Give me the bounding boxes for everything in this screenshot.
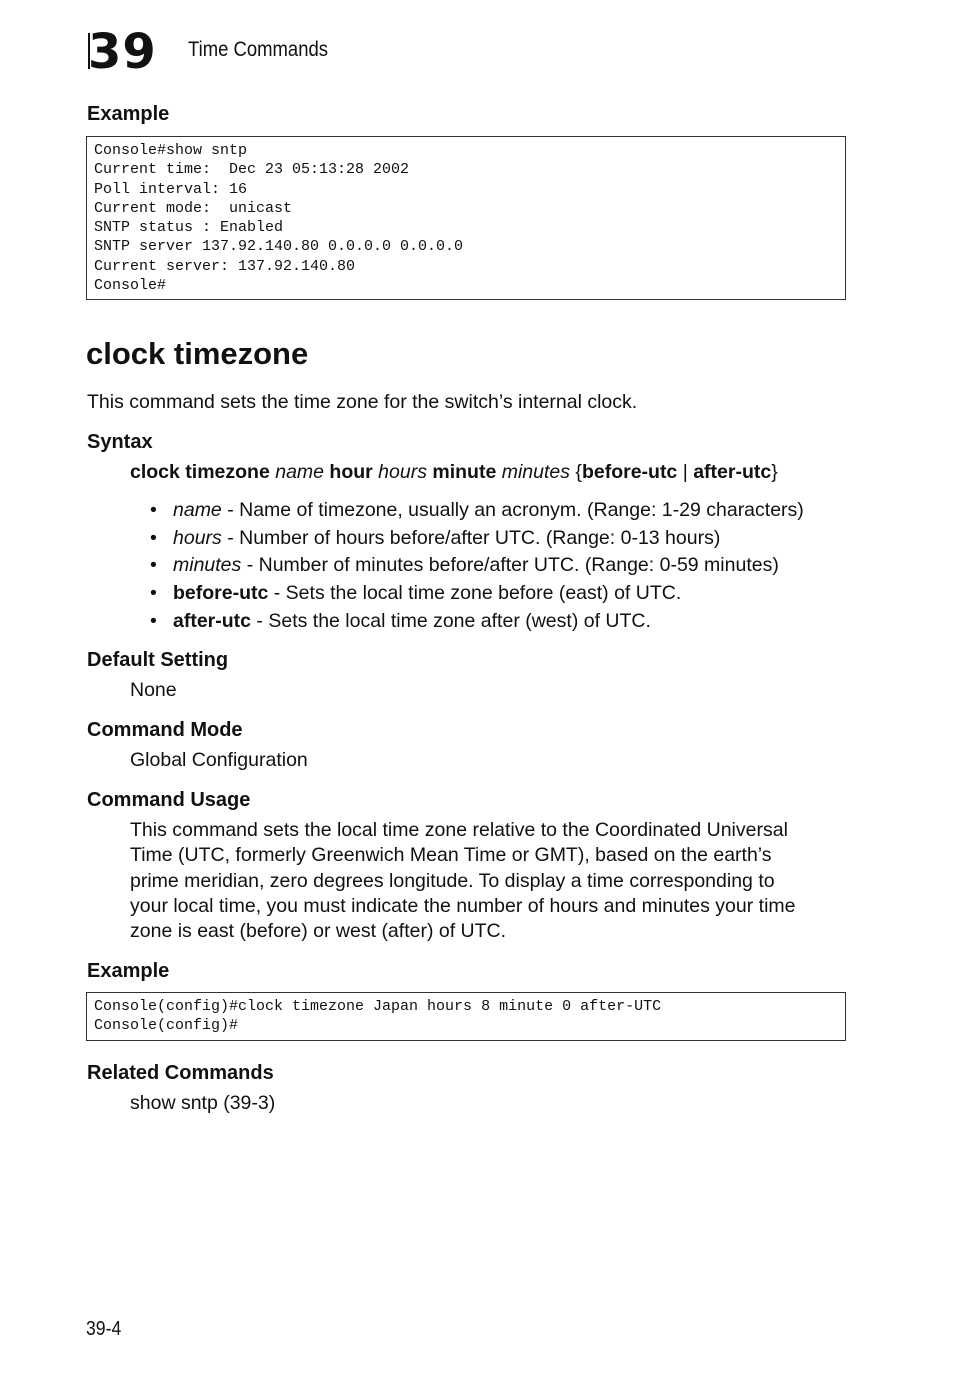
param-term: after-utc (173, 609, 252, 632)
param-description: - Sets the local time zone before (east) of UTC. (268, 582, 682, 605)
example-heading: Example (87, 103, 170, 125)
command-mode-heading: Command Mode (87, 719, 243, 741)
syntax-argument: name (275, 461, 324, 483)
list-item (130, 553, 804, 581)
paragraph-line: your local time, you must indicate the number of hours and minutes your time (130, 894, 796, 917)
param-description: - Number of hours before/after UTC. (Range: 0-13 hours) (221, 526, 721, 549)
syntax-argument: minutes (501, 461, 570, 483)
syntax-argument: hours (378, 461, 427, 483)
code-block-show-sntp: Console#show sntp Current time: Dec 23 05:13:28 2002 Poll interval: 16 Current mode: unicast SNTP status : Enabled SNTP server 137.92.140.80 0.0.0.0 0.0.0.0 Current server: 137.92.140.80 Console# (86, 136, 846, 300)
param-term: minutes (173, 554, 242, 577)
command-title: clock timezone (86, 336, 309, 371)
list-item (130, 526, 804, 554)
param-description: - Number of minutes before/after UTC. (Range: 0-59 minutes) (241, 554, 779, 577)
example-heading: Example (87, 960, 170, 982)
code-block-clock-timezone: Console(config)#clock timezone Japan hours 8 minute 0 after-UTC Console(config)# (86, 992, 846, 1041)
related-commands-heading: Related Commands (87, 1062, 274, 1084)
syntax-heading: Syntax (87, 431, 153, 453)
paragraph-line: prime meridian, zero degrees longitude. To display a time corresponding to (130, 869, 775, 892)
param-description: - Sets the local time zone after (west) of UTC. (251, 609, 651, 632)
bullet-icon: • (150, 499, 157, 521)
command-mode-value: Global Configuration (130, 749, 308, 771)
param-description: - Name of timezone, usually an acronym. (Range: 1-29 characters) (221, 499, 804, 521)
syntax-keyword: clock timezone (130, 461, 270, 483)
syntax-brace: { (575, 461, 582, 483)
bullet-icon: • (150, 609, 157, 632)
syntax-keyword: hour (329, 461, 373, 483)
chapter-number: 39 (88, 24, 157, 80)
paragraph-line: zone is east (before) or west (after) of UTC. (130, 920, 507, 943)
bullet-icon: • (150, 582, 157, 605)
page-number: 39-4 (86, 1318, 122, 1340)
syntax-separator: | (682, 461, 688, 483)
syntax-brace: } (771, 461, 778, 483)
syntax-keyword: minute (432, 461, 497, 483)
command-usage-paragraph (130, 818, 850, 944)
paragraph-line: This command sets the local time zone relative to the Coordinated Universal (130, 819, 788, 841)
param-term: name (173, 499, 222, 521)
syntax-keyword: after-utc (693, 461, 772, 483)
command-description: This command sets the time zone for the switch’s internal clock. (87, 391, 638, 413)
syntax-line (130, 461, 778, 484)
default-setting-heading: Default Setting (87, 649, 229, 671)
param-term: before-utc (173, 582, 269, 605)
default-setting-value: None (130, 679, 177, 701)
paragraph-line: Time (UTC, formerly Greenwich Mean Time or GMT), based on the earth’s (130, 844, 772, 867)
list-item (130, 609, 804, 637)
bullet-icon: • (150, 554, 157, 577)
chapter-title: Time Commands (188, 38, 329, 61)
syntax-keyword: before-utc (581, 461, 678, 483)
bullet-icon: • (150, 526, 157, 549)
list-item (130, 498, 804, 526)
param-term: hours (173, 526, 222, 549)
list-item (130, 581, 804, 609)
parameter-list (130, 498, 804, 636)
command-usage-heading: Command Usage (87, 789, 251, 811)
related-command-link[interactable]: show sntp (39-3) (130, 1092, 276, 1114)
